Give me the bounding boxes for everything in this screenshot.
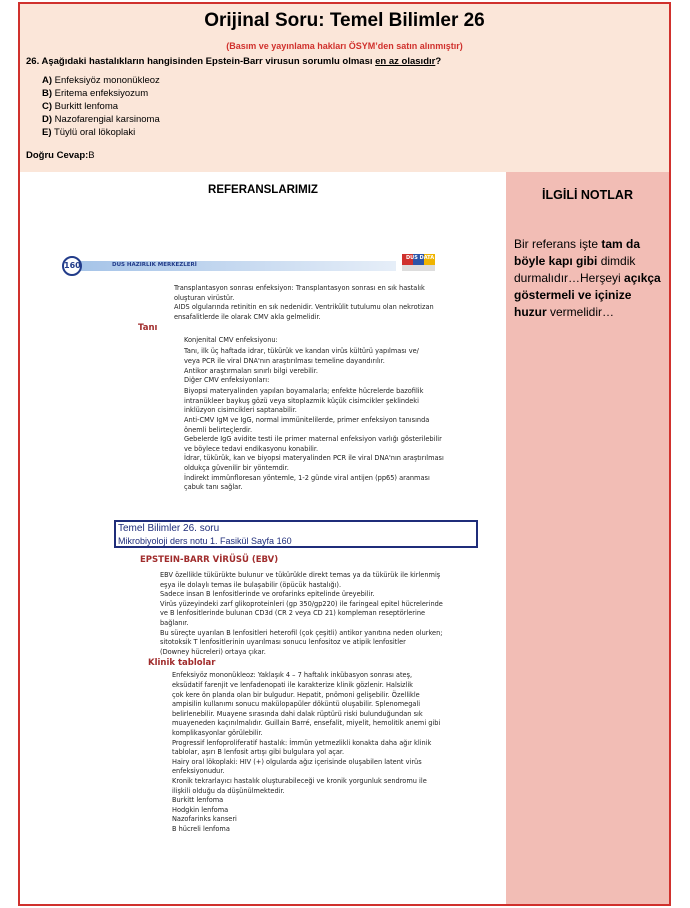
- excerpt-line: Virüs yüzeyindeki zarf glikoproteinleri (gp 350/gp220) ile faringeal epitel hücrelerinde: [160, 599, 443, 608]
- page-frame: [18, 2, 671, 906]
- excerpt-line: ensafalitlerde ile olarak CMV akla gelmelidir.: [174, 312, 321, 321]
- option-e: E) Tüylü oral lökoplaki: [42, 127, 136, 138]
- header-label: DUS HAZIRLIK MERKEZLERİ: [112, 262, 197, 268]
- section-heading-klinik: Klinik tablolar: [148, 658, 216, 669]
- copyright-note: (Basım ve yayınlama hakları ÖSYM’den satın alınmıştır): [226, 41, 463, 51]
- page-number: 160: [62, 256, 82, 276]
- excerpt-line: sitotoksik T lenfositlerinin uyarılması sonucu lenfositoz ve atipik lenfositler: [160, 638, 406, 647]
- excerpt-line: İndirekt immünfloresan yöntemle, 1-2 günde viral antijen (pp65) aranması: [184, 473, 430, 482]
- excerpt-line: çok kere ön planda olan bir bulgudur. Hepatit, pnömoni gelişebilir. Özellikle: [172, 690, 420, 699]
- excerpt-line: ve B lenfositlerinde bulunan CD3d (CR 2 veya CD 21) kompleman reseptörlerine: [160, 609, 426, 618]
- excerpt-line: veya PCR ile viral DNA'nın araştırılması temeline dayandırılır.: [184, 357, 385, 365]
- excerpt-line: EBV özellikle tükürükte bulunur ve tükürükle direkt temas ya da tükürük ile kirlenmiş: [160, 571, 441, 579]
- excerpt-line: Diğer CMV enfeksiyonları:: [184, 376, 270, 385]
- excerpt-line: komplikasyonlar görülebilir.: [172, 729, 263, 737]
- excerpt-line: İdrar, tükürük, kan ve biyopsi materyalinden PCR ile viral DNA'nın araştırılması: [184, 454, 444, 463]
- notes-body: Bir referans işte tam da böyle kapı gibi dimdik durmalıdır…Herşeyi açıkça göstermeli ve içinize huzur vermelidir…: [514, 237, 661, 319]
- source-line-1: Temel Bilimler 26. soru: [118, 523, 220, 534]
- excerpt-line: bağlanır.: [160, 619, 189, 627]
- excerpt-line: belirlenebilir. Muayene sırasında dahi dalak rüptürü riski bulunduğundan sık: [172, 709, 423, 718]
- excerpt-line: Hodgkin lenfoma: [172, 805, 229, 814]
- excerpt-line: ve böylece tedavi endikasyonu konabilir.: [184, 444, 319, 453]
- excerpt-line: Sadece insan B lenfositlerinde ve orofarinks epitelinde üreyebilir.: [160, 590, 375, 599]
- excerpt-line: Bu süreçte uyarılan B lenfositleri heterofil (çok çeşitli) antikor yanıtına neden olurken;: [160, 628, 443, 637]
- excerpt-line: önemli belirteçlerdir.: [184, 425, 253, 434]
- excerpt-line: Hairy oral lökoplaki: HIV (+) olgularda ağız içerisinde oluşabilen latent virüs: [172, 757, 422, 766]
- excerpt-line: Konjenital CMV enfeksiyonu:: [184, 336, 278, 345]
- excerpt-line: Enfeksiyöz mononükleoz: Yaklaşık 4 – 7 haftalık inkübasyon sonrası ateş,: [172, 671, 413, 680]
- excerpt-line: Progressif lenfoproliferatif hastalık: İmmün yetmezlikli konakta daha ağır klinik: [172, 738, 432, 747]
- section-heading-ebv: EPSTEIN-BARR VİRÜSÜ (EBV): [140, 555, 279, 565]
- excerpt-line: Tanı, ilk üç haftada idrar, tükürük ve kandan virüs kültürü yapılması ve/: [184, 347, 419, 356]
- correct-answer: Doğru Cevap:B: [26, 150, 95, 161]
- excerpt-line: çabuk tanı sağlar.: [184, 483, 243, 492]
- notes-title: İLGİLİ NOTLAR: [542, 188, 633, 202]
- option-b: B) Eritema enfeksiyozum: [42, 88, 149, 99]
- references-title: REFERANSLARIMIZ: [208, 184, 318, 196]
- excerpt-line: Nazofarinks kanseri: [172, 815, 237, 824]
- excerpt-line: Burkitt lenfoma: [172, 796, 224, 805]
- excerpt-line: oldukça güvenilir bir yöntemdir.: [184, 464, 289, 472]
- excerpt-line: intranükleer baykuş gözü veya sitoplazmik küçük cisimcikler şeklindeki: [184, 396, 419, 405]
- excerpt-line: ampisilin kullanımı sonucu makülopapüler döküntü oluşabilir. Splenomegali: [172, 700, 421, 709]
- excerpt-line: Biyopsi materyalinden yapılan boyamalarla; enfekte hücrelerde bazofilik: [184, 387, 424, 396]
- option-d: D) Nazofarengial karsinoma: [42, 114, 160, 125]
- excerpt-line: Gebelerde IgG avidite testi ile primer maternal enfeksiyon varlığı gösterilebilir: [184, 435, 442, 444]
- excerpt-line: Kronik tekrarlayıcı hastalık oluşturabileceği ve kronik yorgunluk sendromu ile: [172, 777, 427, 785]
- excerpt-line: enfeksiyonudur.: [172, 767, 225, 776]
- excerpt-line: eşya ile dolaylı temas ile bulaşabilir (öpücük hastalığı).: [160, 580, 342, 589]
- source-line-2: Mikrobiyoloji ders notu 1. Fasikül Sayfa 160: [118, 536, 292, 546]
- question-text-end: ?: [435, 56, 442, 67]
- question-text-start: 26. Aşağıdaki hastalıkların hangisinden Epstein-Barr virusun sorumlu olması: [26, 56, 376, 67]
- excerpt-line: ilişkili olduğu da düşünülmektedir.: [172, 786, 285, 795]
- excerpt-line: oluşturan virüstür.: [174, 293, 235, 302]
- excerpt-line: muayeneden kaçınılmalıdır. Guillain Barré, ensefalit, miyelit, hemolitik anemi gibi: [172, 719, 441, 728]
- question-emphasis: en az olasıdır: [375, 56, 436, 67]
- excerpt-line: tablolar, aşırı B lenfosit artışı gibi bulgulara yol açar.: [172, 748, 345, 757]
- excerpt-line: AIDS olgularında retinitin en sık nedenidir. Ventrikülit tutulumu olan nekrotizan: [174, 303, 434, 312]
- excerpt-line: Anti-CMV IgM ve IgG, normal immünitelilerde, primer enfeksiyon tanısında: [184, 416, 430, 424]
- page-title: Orijinal Soru: Temel Bilimler 26: [204, 10, 485, 31]
- excerpt-line: Antikor araştırmaları sınırlı bilgi verebilir.: [184, 366, 318, 375]
- option-c: C) Burkitt lenfoma: [42, 101, 119, 112]
- excerpt-line: Transplantasyon sonrası enfeksiyon: Transplantasyon sonrası en sık hastalık: [174, 284, 425, 292]
- option-a: A) Enfeksiyöz mononükleoz: [42, 75, 160, 86]
- excerpt-line: B hücreli lenfoma: [172, 825, 230, 833]
- section-heading-tani: Tanı: [138, 323, 158, 334]
- excerpt-line: (Downey hücreleri) ortaya çıkar.: [160, 647, 266, 656]
- logo-text: DUS DATA: [406, 255, 435, 261]
- excerpt-line: inklüzyon cisimcikleri saptanabilir.: [184, 406, 297, 415]
- excerpt-line: eksüdatif farenjit ve lenfadenopati ile karakterize klinik gözlenir. Halsizlik: [172, 681, 413, 689]
